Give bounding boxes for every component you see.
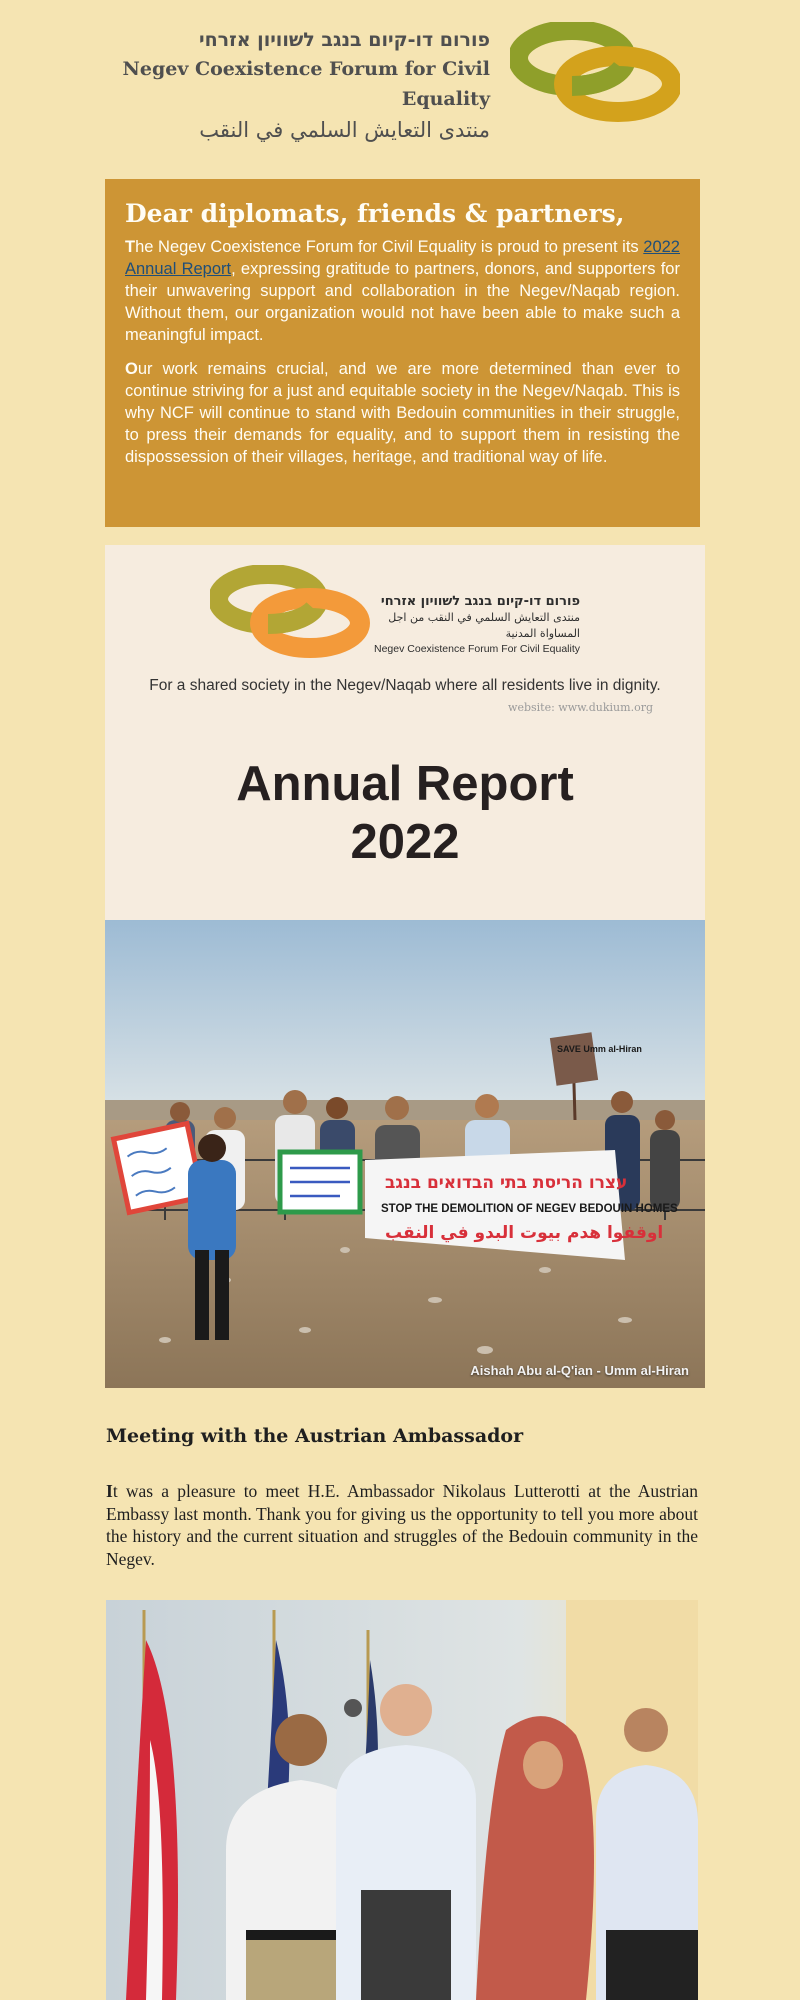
- drop-cap: I: [106, 1481, 113, 1501]
- meeting-text: t was a pleasure to meet H.E. Ambassador Nikolaus Lutterotti at the Austrian Embassy last month. Thank you for giving us the opportunity to tell you more about the history and the current situation and struggles of the Bedouin community in the Negev.: [106, 1481, 698, 1569]
- meeting-paragraph: [106, 1480, 698, 1570]
- report-title-line-2: 2022: [350, 815, 460, 869]
- cover-org-english: Negev Coexistence Forum For Civil Equality: [374, 643, 580, 655]
- meeting-section-title: Meeting with the Austrian Ambassador: [106, 1425, 524, 1447]
- embassy-meeting-image: [106, 1600, 698, 2000]
- report-title-line-1: Annual Report: [236, 757, 574, 811]
- report-title: [105, 755, 705, 871]
- org-name-arabic: منتدى التعايش السلمي في النقب: [199, 118, 490, 142]
- save-sign-text: SAVE Umm al-Hiran: [557, 1044, 642, 1054]
- cover-tagline: For a shared society in the Negev/Naqab where all residents live in dignity.: [149, 677, 661, 694]
- protest-photo: [105, 920, 705, 1388]
- embassy-meeting-photo: [106, 1600, 698, 2000]
- org-name-hebrew: פורום דו-קיום בנגב לשוויון אזרחי: [199, 29, 490, 51]
- ncf-logo-icon: [210, 565, 375, 660]
- intro-text: ur work remains crucial, and we are more determined than ever to continue striving for a just and equitable society in the Negev/Naqab. This is why NCF will continue to stand with Bedouin communities in their struggle, to press their demands for equality, and to support them in resisting the dispossession of their villages, heritage, and traditional way of life.: [125, 360, 680, 466]
- annual-report-link[interactable]: 2022 Annual Report: [125, 238, 680, 278]
- annual-report-cover[interactable]: [105, 545, 705, 920]
- cover-website: website: www.dukium.org: [508, 701, 653, 714]
- intro-paragraph-1: [125, 236, 680, 346]
- protest-photo-image: [105, 920, 705, 1388]
- banner-arabic-text: اوقفوا هدم بيوت البدو في النقب: [385, 1223, 664, 1243]
- cover-org-names: [370, 593, 580, 657]
- intro-text: , expressing gratitude to partners, donors, and supporters for their unwavering support and collaboration in the Negev/Naqab region. Without them, our organization would not have been able to make such a meaningful impact.: [125, 260, 680, 344]
- greeting-heading: Dear diplomats, friends & partners,: [125, 199, 625, 228]
- header-org-names: [100, 26, 490, 146]
- drop-cap: T: [125, 238, 136, 256]
- header: [100, 20, 700, 142]
- intro-box: [105, 179, 700, 527]
- cover-org-arabic: منتدى التعايش السلمي في النقب من اجل المساواة المدنية: [388, 611, 580, 640]
- ncf-logo-icon: [510, 22, 680, 122]
- drop-cap: O: [125, 360, 138, 378]
- cover-org-hebrew: פורום דו-קיום בנגב לשוויון אזרחי: [380, 594, 580, 609]
- intro-paragraph-2: [125, 358, 680, 468]
- banner-english-text: STOP THE DEMOLITION OF NEGEV BEDOUIN HOMES: [381, 1203, 678, 1215]
- intro-text: he Negev Coexistence Forum for Civil Equality is proud to present its: [135, 238, 644, 256]
- photo-caption: Aishah Abu al-Q'ian - Umm al-Hiran: [470, 1363, 689, 1378]
- org-name-english: Negev Coexistence Forum for Civil Equality: [122, 58, 490, 110]
- banner-hebrew-text: עצרו הריסת בתי הבדואים בנגב: [385, 1173, 628, 1193]
